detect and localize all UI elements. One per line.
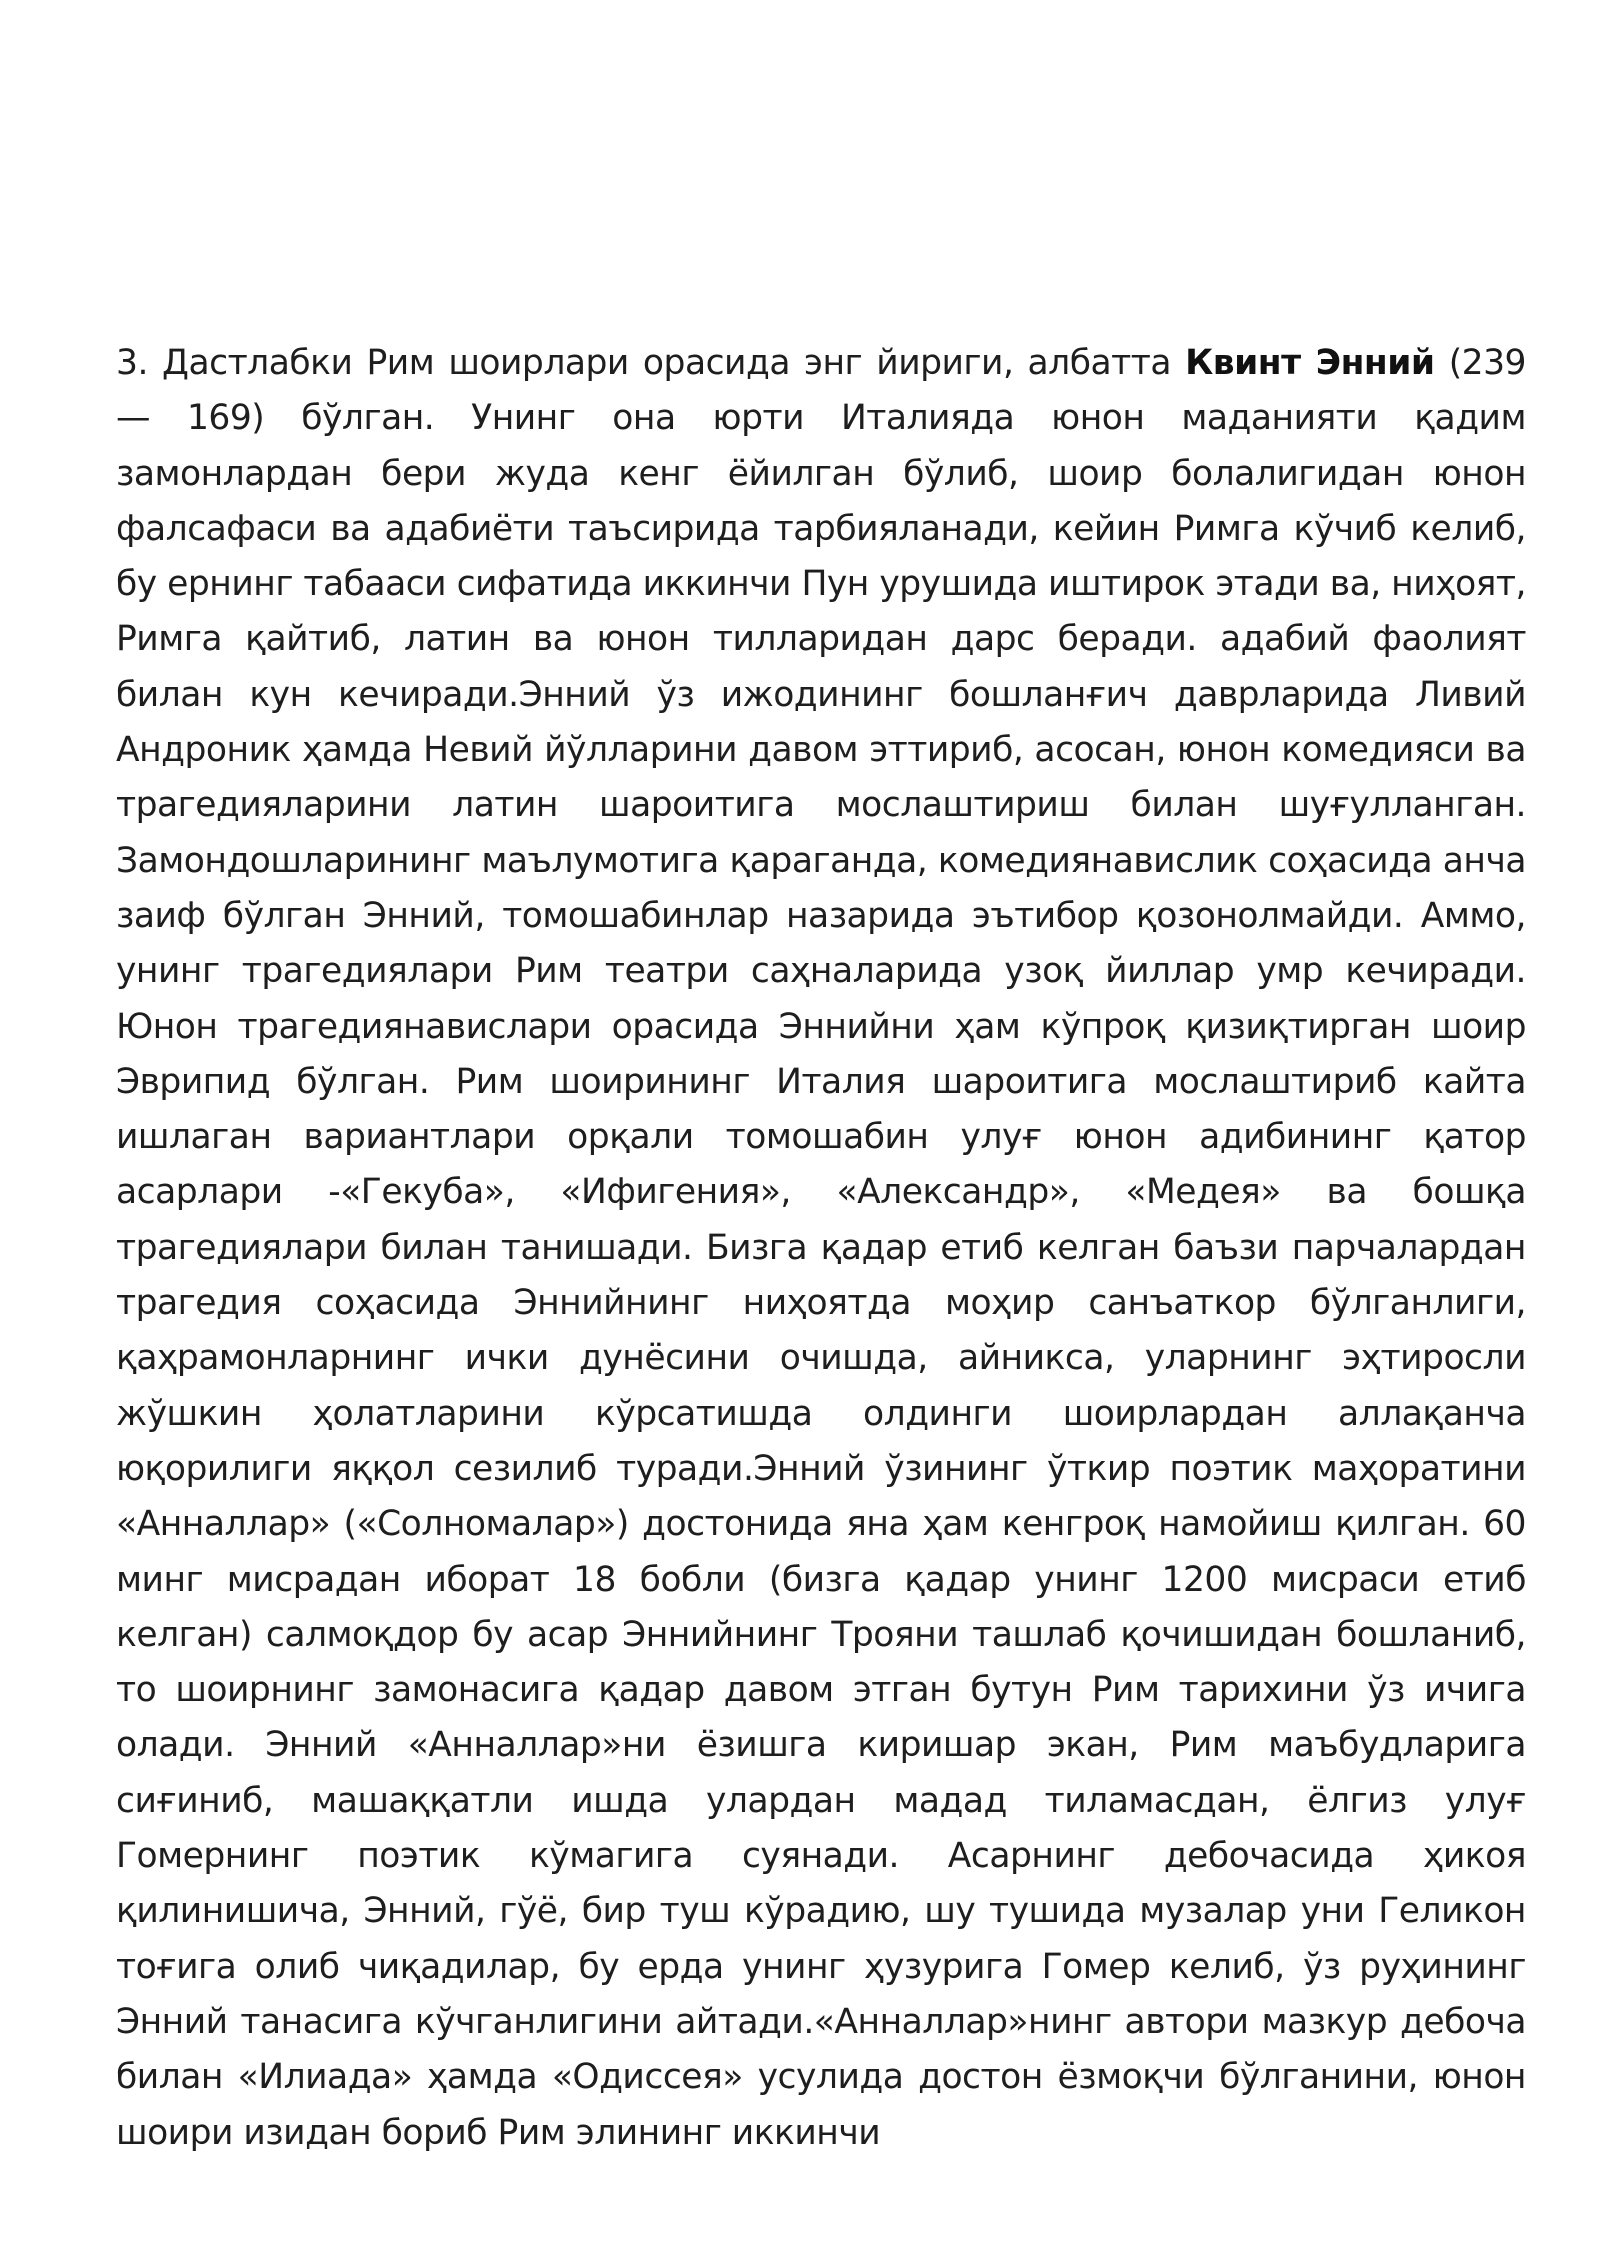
paragraph-3: [116, 336, 1526, 2161]
paragraph-text-start: Дастлабки Рим шоирлари орасида энг йириги, албатта: [162, 343, 1171, 383]
document-body: [116, 336, 1526, 2161]
poet-name: Квинт Энний: [1185, 343, 1435, 383]
paragraph-number: 3.: [116, 343, 148, 383]
paragraph-text-rest: (239 — 169) бўлган. Унинг она юрти Италияда юнон маданияти қадим замонлардан бери жуда кенг ёйилган бўлиб, шоир болалигидан юнон фалсафаси ва адабиёти таъсирида тарбияланади, кейин Римга кўчиб келиб, бу ернинг табааси сифатида иккинчи Пун урушида иштирок этади ва, ниҳоят, Римга қайтиб, латин ва юнон тилларидан дарс беради. адабий фаолият билан кун кечиради.Энний ўз ижодининг бошланғич даврларида Ливий Андроник ҳамда Невий йўлларини давом эттириб, асосан, юнон комедияси ва трагедияларини латин шароитига мослаштириш билан шуғулланган. Замондошларининг маълумотига қараганда, комедиянавислик соҳасида анча заиф бўлган Энний, томошабинлар назарида эътибор қозонолмайди. Аммо, унинг трагедиялари Рим театри саҳналарида узоқ йиллар умр кечиради. Юнон трагедиянавислари орасида Эннийни ҳам кўпроқ қизиқтирган шоир Эврипид бўлган. Рим шоирининг Италия шароитига мослаштириб кайта ишлаган вариантлари орқали томошабин улуғ юнон адибининг қатор асарлари -«Гекуба», «Ифигения», «Александр», «Медея» ва бошқа трагедиялари билан танишади. Бизга қадар етиб келган баъзи парчалардан трагедия соҳасида Эннийнинг ниҳоятда моҳир санъаткор бўлганлиги, қаҳрамонларнинг ички дунёсини очишда, айникса, уларнинг эҳтиросли жўшкин ҳолатларини кўрсатишда олдинги шоирлардан аллақанча юқорилиги яққол сезилиб туради.Энний ўзининг ўткир поэтик маҳоратини «Анналлар» («Солномалар») достонида яна ҳам кенгроқ намойиш қилган. 60 минг мисрадан иборат 18 бобли (бизга қадар унинг 1200 мисраси етиб келган) салмоқдор бу асар Эннийнинг Трояни ташлаб қочишидан бошланиб, то шоирнинг замонасига қадар давом этган бутун Рим тарихини ўз ичига олади. Энний «Анналлар»ни ёзишга киришар экан, Рим маъбудларига сиғиниб, машаққатли ишда улардан мадад тиламасдан, ёлгиз улуғ Гомернинг поэтик кўмагига суянади. Асарнинг дебочасида ҳикоя қилинишича, Энний, гўё, бир туш кўрадию, шу тушида музалар уни Геликон тоғига олиб чиқадилар, бу ерда унинг ҳузурига Гомер келиб, ўз руҳининг Энний танасига кўчганлигини айтади.«Анналлар»нинг автори мазкур дебоча билан «Илиада» ҳамда «Одиссея» усулида достон ёзмоқчи бўлганини, юнон шоири изидан бориб Рим элининг иккинчи: [116, 343, 1526, 2153]
